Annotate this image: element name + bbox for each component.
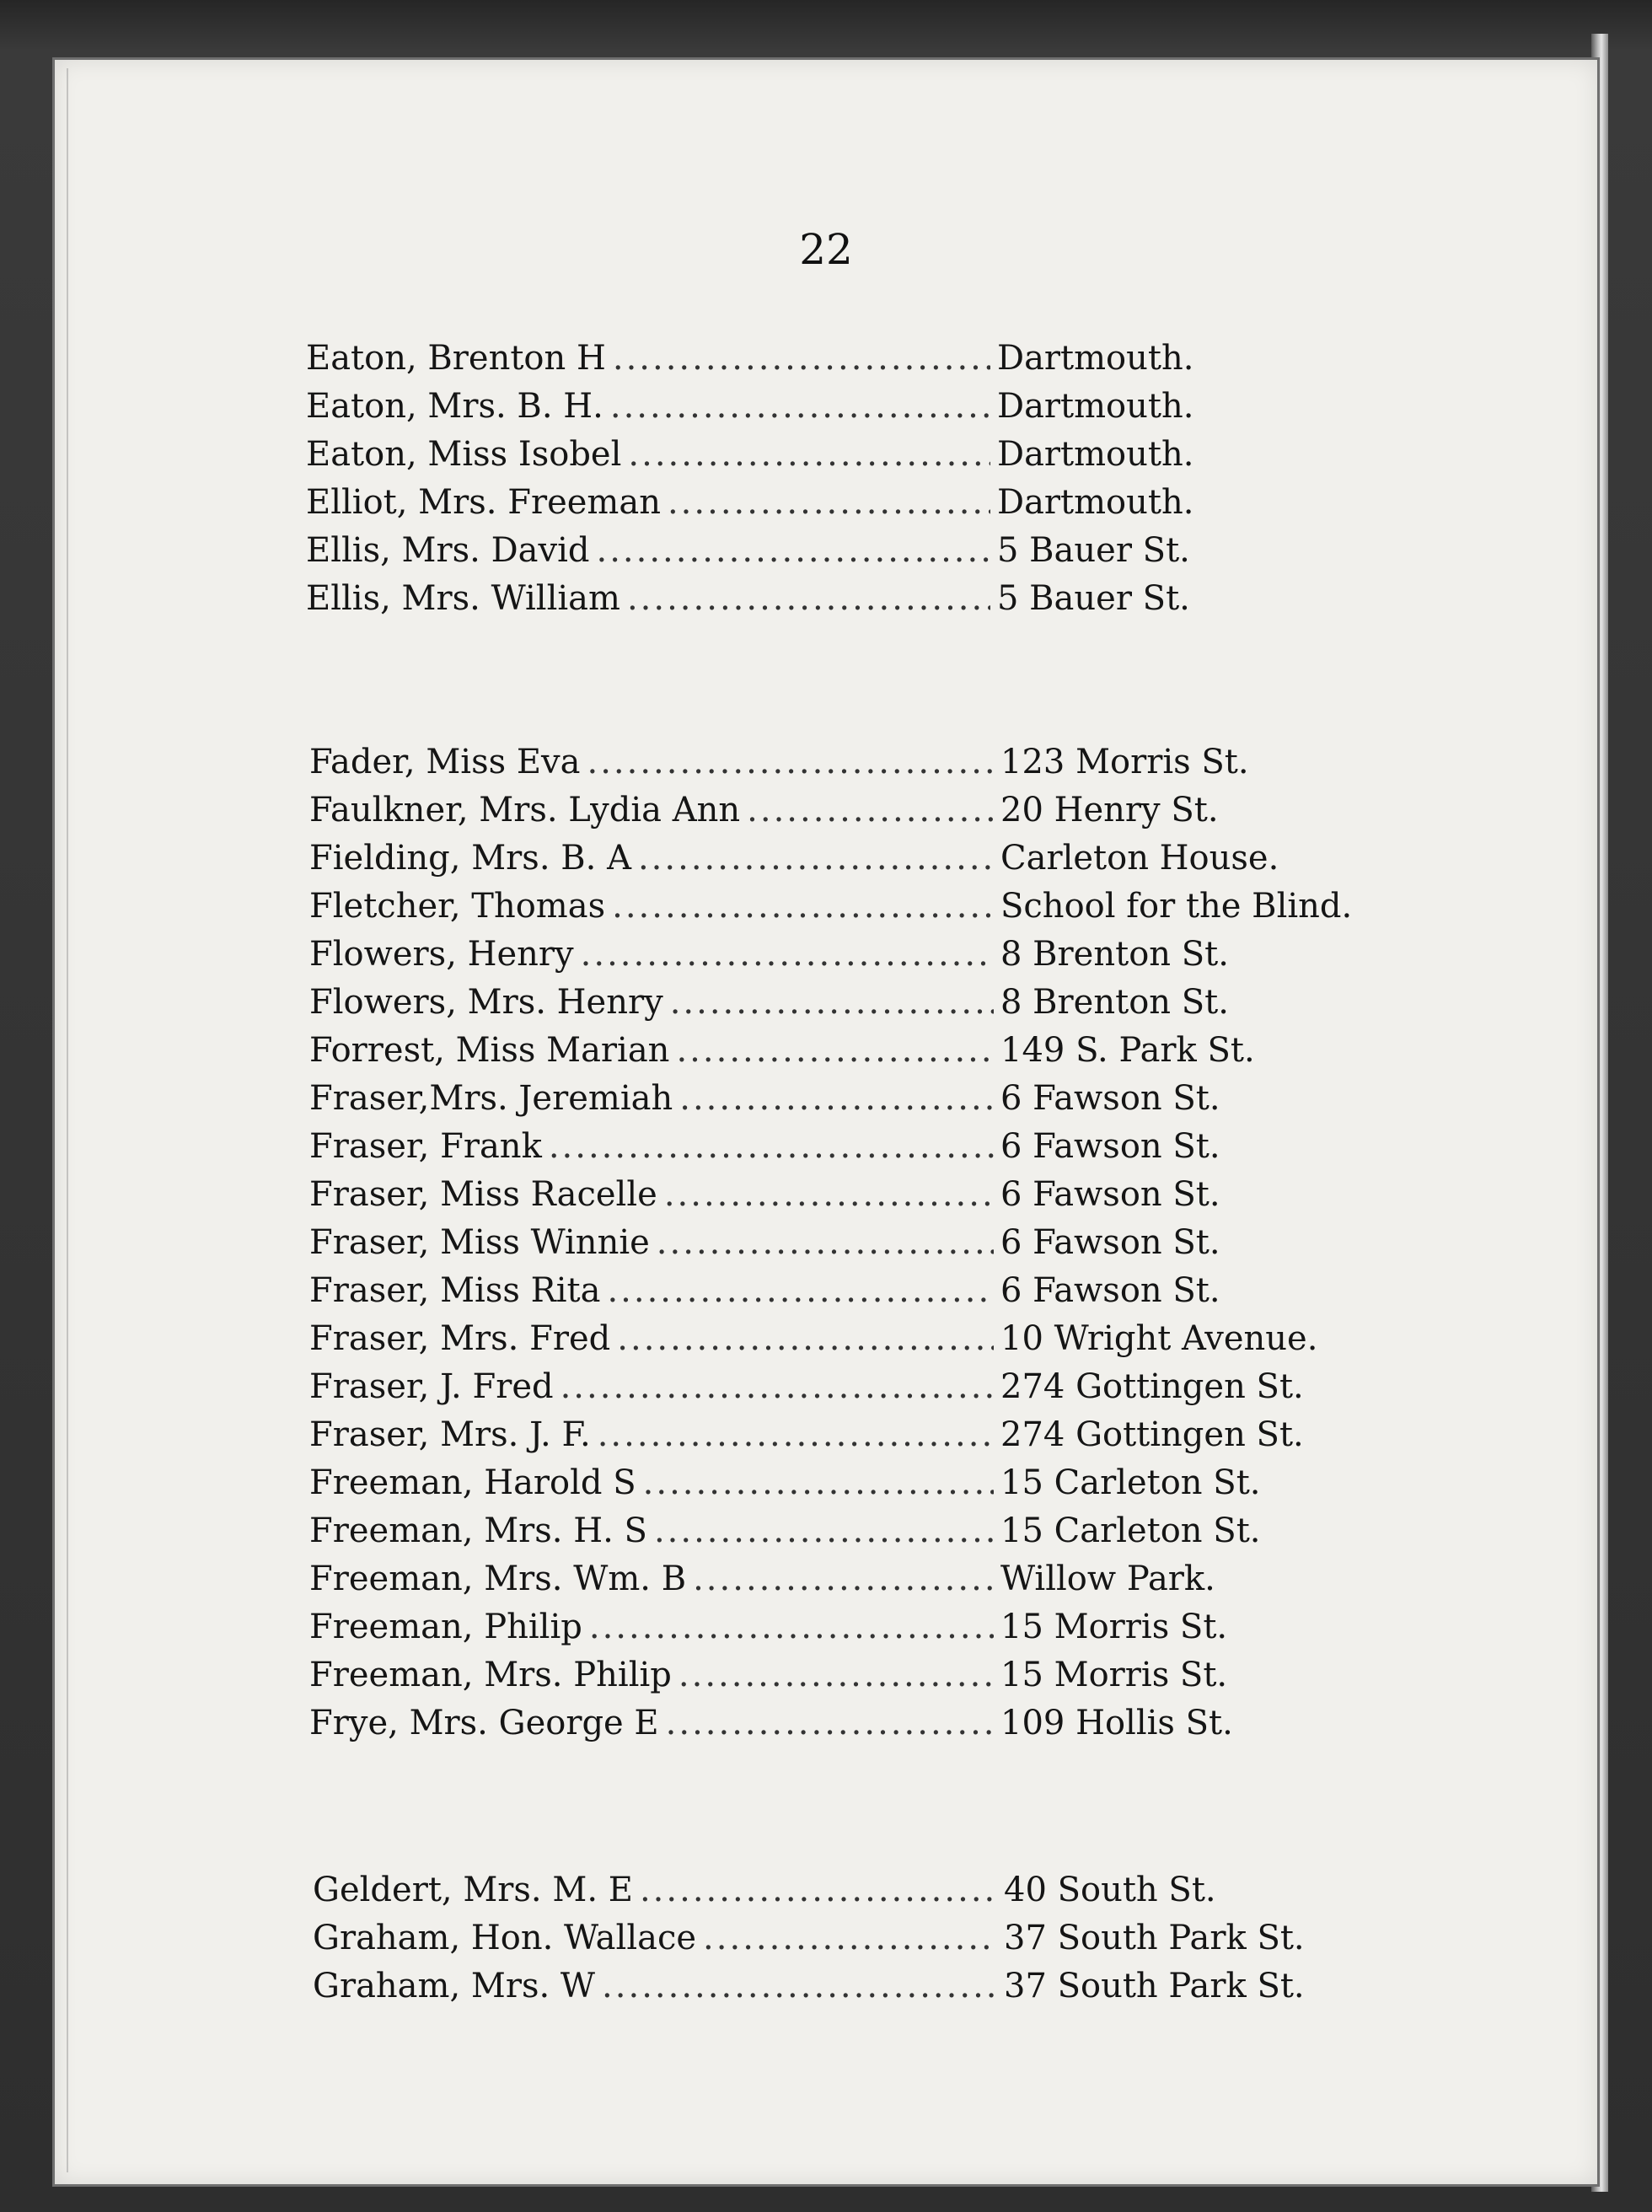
directory-entry [313,1914,1425,1962]
entry-address: 6 Fawson St. [1000,1127,1220,1166]
entry-address: Willow Park. [1000,1560,1215,1598]
dot-leader [679,1075,994,1122]
entry-name: Geldert, Mrs. M. E [313,1871,633,1909]
entry-name: Graham, Mrs. W [313,1967,596,2005]
entry-address: School for the Blind. [1000,887,1353,926]
entry-name: Eaton, Mrs. B. H. [306,387,603,426]
directory-entry [309,1075,1422,1122]
directory-entry [306,383,1419,430]
dot-leader [703,1914,997,1962]
entry-name: Fader, Miss Eva [309,743,581,781]
directory-entry [309,787,1422,834]
directory-entry [309,1267,1422,1314]
directory-entry [309,1123,1422,1170]
dot-leader [602,1962,997,2010]
entry-address: 8 Brenton St. [1000,935,1229,974]
entry-address: 5 Bauer St. [997,531,1190,570]
entry-name: Freeman, Mrs. Philip [309,1656,672,1694]
entry-address: 6 Fawson St. [1000,1175,1220,1214]
entry-address: 274 Gottingen St. [1000,1415,1304,1454]
entry-address: 109 Hollis St. [1000,1704,1233,1742]
directory-entry [309,931,1422,978]
entry-address: 20 Henry St. [1000,791,1219,830]
entry-name: Graham, Hon. Wallace [313,1919,697,1957]
entry-name: Fraser, Miss Rita [309,1271,601,1310]
entry-address: 15 Morris St. [1000,1608,1228,1646]
entry-name: Frye, Mrs. George E [309,1704,659,1742]
entry-address: 10 Wright Avenue. [1000,1319,1318,1358]
entry-address: 6 Fawson St. [1000,1223,1220,1262]
directory-entry [309,1315,1422,1362]
entry-name: Fraser,Mrs. Jeremiah [309,1079,673,1118]
dot-leader [596,527,990,574]
dot-leader [693,1555,994,1603]
dot-leader [657,1219,994,1266]
entry-address: Dartmouth. [997,387,1194,426]
dot-leader [610,383,990,430]
directory-entry [309,1603,1422,1651]
entry-address: Dartmouth. [997,483,1194,522]
entry-name: Fraser, J. Fred [309,1367,554,1406]
entry-address: 8 Brenton St. [1000,983,1229,1022]
dot-leader [560,1363,994,1410]
page-number: 22 [799,225,853,274]
dot-leader [676,1027,994,1074]
entry-name: Freeman, Harold S [309,1463,636,1502]
entry-address: 15 Carleton St. [1000,1511,1261,1550]
dot-leader [607,1267,994,1314]
dot-leader [589,1603,994,1651]
entry-name: Ellis, Mrs. David [306,531,590,570]
dot-leader [617,1315,994,1362]
directory-entry [313,1962,1425,2010]
dot-leader [668,479,990,526]
entry-address: 15 Carleton St. [1000,1463,1261,1502]
directory-entry [306,527,1419,574]
inner-margin-rule [67,68,68,2172]
directory-entry [309,1171,1422,1218]
directory-entry [309,738,1422,786]
directory-entry [313,1866,1425,1914]
entry-address: 149 S. Park St. [1000,1031,1255,1070]
directory-entry [309,1555,1422,1603]
entry-name: Faulkner, Mrs. Lydia Ann [309,791,741,830]
directory-entry [309,1699,1422,1747]
entry-name: Freeman, Philip [309,1608,582,1646]
entry-address: 15 Morris St. [1000,1656,1228,1694]
entry-address: 123 Morris St. [1000,743,1249,781]
dot-leader [638,835,994,882]
entry-name: Forrest, Miss Marian [309,1031,670,1070]
entry-name: Fraser, Frank [309,1127,542,1166]
entry-address: 40 South St. [1004,1871,1216,1909]
entry-name: Fraser, Miss Racelle [309,1175,657,1214]
entry-address: Dartmouth. [997,435,1194,474]
directory-entry [306,575,1419,622]
entry-name: Freeman, Mrs. H. S [309,1511,647,1550]
entry-address: Dartmouth. [997,339,1194,378]
entry-name: Flowers, Henry [309,935,574,974]
entry-address: 37 South Park St. [1004,1967,1305,2005]
dot-leader [627,575,990,622]
directory-entry [309,1411,1422,1458]
dot-leader [598,1411,994,1458]
directory-entry [309,979,1422,1026]
dot-leader [666,1699,994,1747]
directory-entry [309,1219,1422,1266]
directory-entry [309,883,1422,930]
directory-entry [306,479,1419,526]
directory-entry [309,1027,1422,1074]
entry-name: Fletcher, Thomas [309,887,606,926]
dot-leader [640,1866,997,1914]
entry-name: Fraser, Mrs. Fred [309,1319,611,1358]
directory-page [52,57,1600,2187]
entry-address: 6 Fawson St. [1000,1079,1220,1118]
directory-entry [309,835,1422,882]
directory-entry [306,431,1419,478]
directory-entry [309,1651,1422,1699]
dot-leader [654,1507,994,1554]
dot-leader [613,335,990,382]
dot-leader [587,738,994,786]
directory-entry [306,335,1419,382]
entry-name: Elliot, Mrs. Freeman [306,483,661,522]
dot-leader [581,931,994,978]
entry-address: Carleton House. [1000,839,1279,878]
dot-leader [670,979,994,1026]
dot-leader [678,1651,994,1699]
entry-address: 5 Bauer St. [997,579,1190,618]
dot-leader [612,883,994,930]
dot-leader [549,1123,994,1170]
entry-name: Fraser, Mrs. J. F. [309,1415,591,1454]
entry-name: Eaton, Brenton H [306,339,606,378]
entry-name: Flowers, Mrs. Henry [309,983,663,1022]
entry-address: 37 South Park St. [1004,1919,1305,1957]
directory-entry [309,1507,1422,1554]
directory-entry [309,1459,1422,1506]
entry-name: Eaton, Miss Isobel [306,435,622,474]
entry-name: Freeman, Mrs. Wm. B [309,1560,687,1598]
dot-leader [628,431,990,478]
entry-name: Fraser, Miss Winnie [309,1223,650,1262]
entry-address: 274 Gottingen St. [1000,1367,1304,1406]
dot-leader [664,1171,994,1218]
entry-address: 6 Fawson St. [1000,1271,1220,1310]
dot-leader [643,1459,994,1506]
entry-name: Fielding, Mrs. B. A [309,839,631,878]
directory-entry [309,1363,1422,1410]
dot-leader [747,787,994,834]
entry-name: Ellis, Mrs. William [306,579,620,618]
